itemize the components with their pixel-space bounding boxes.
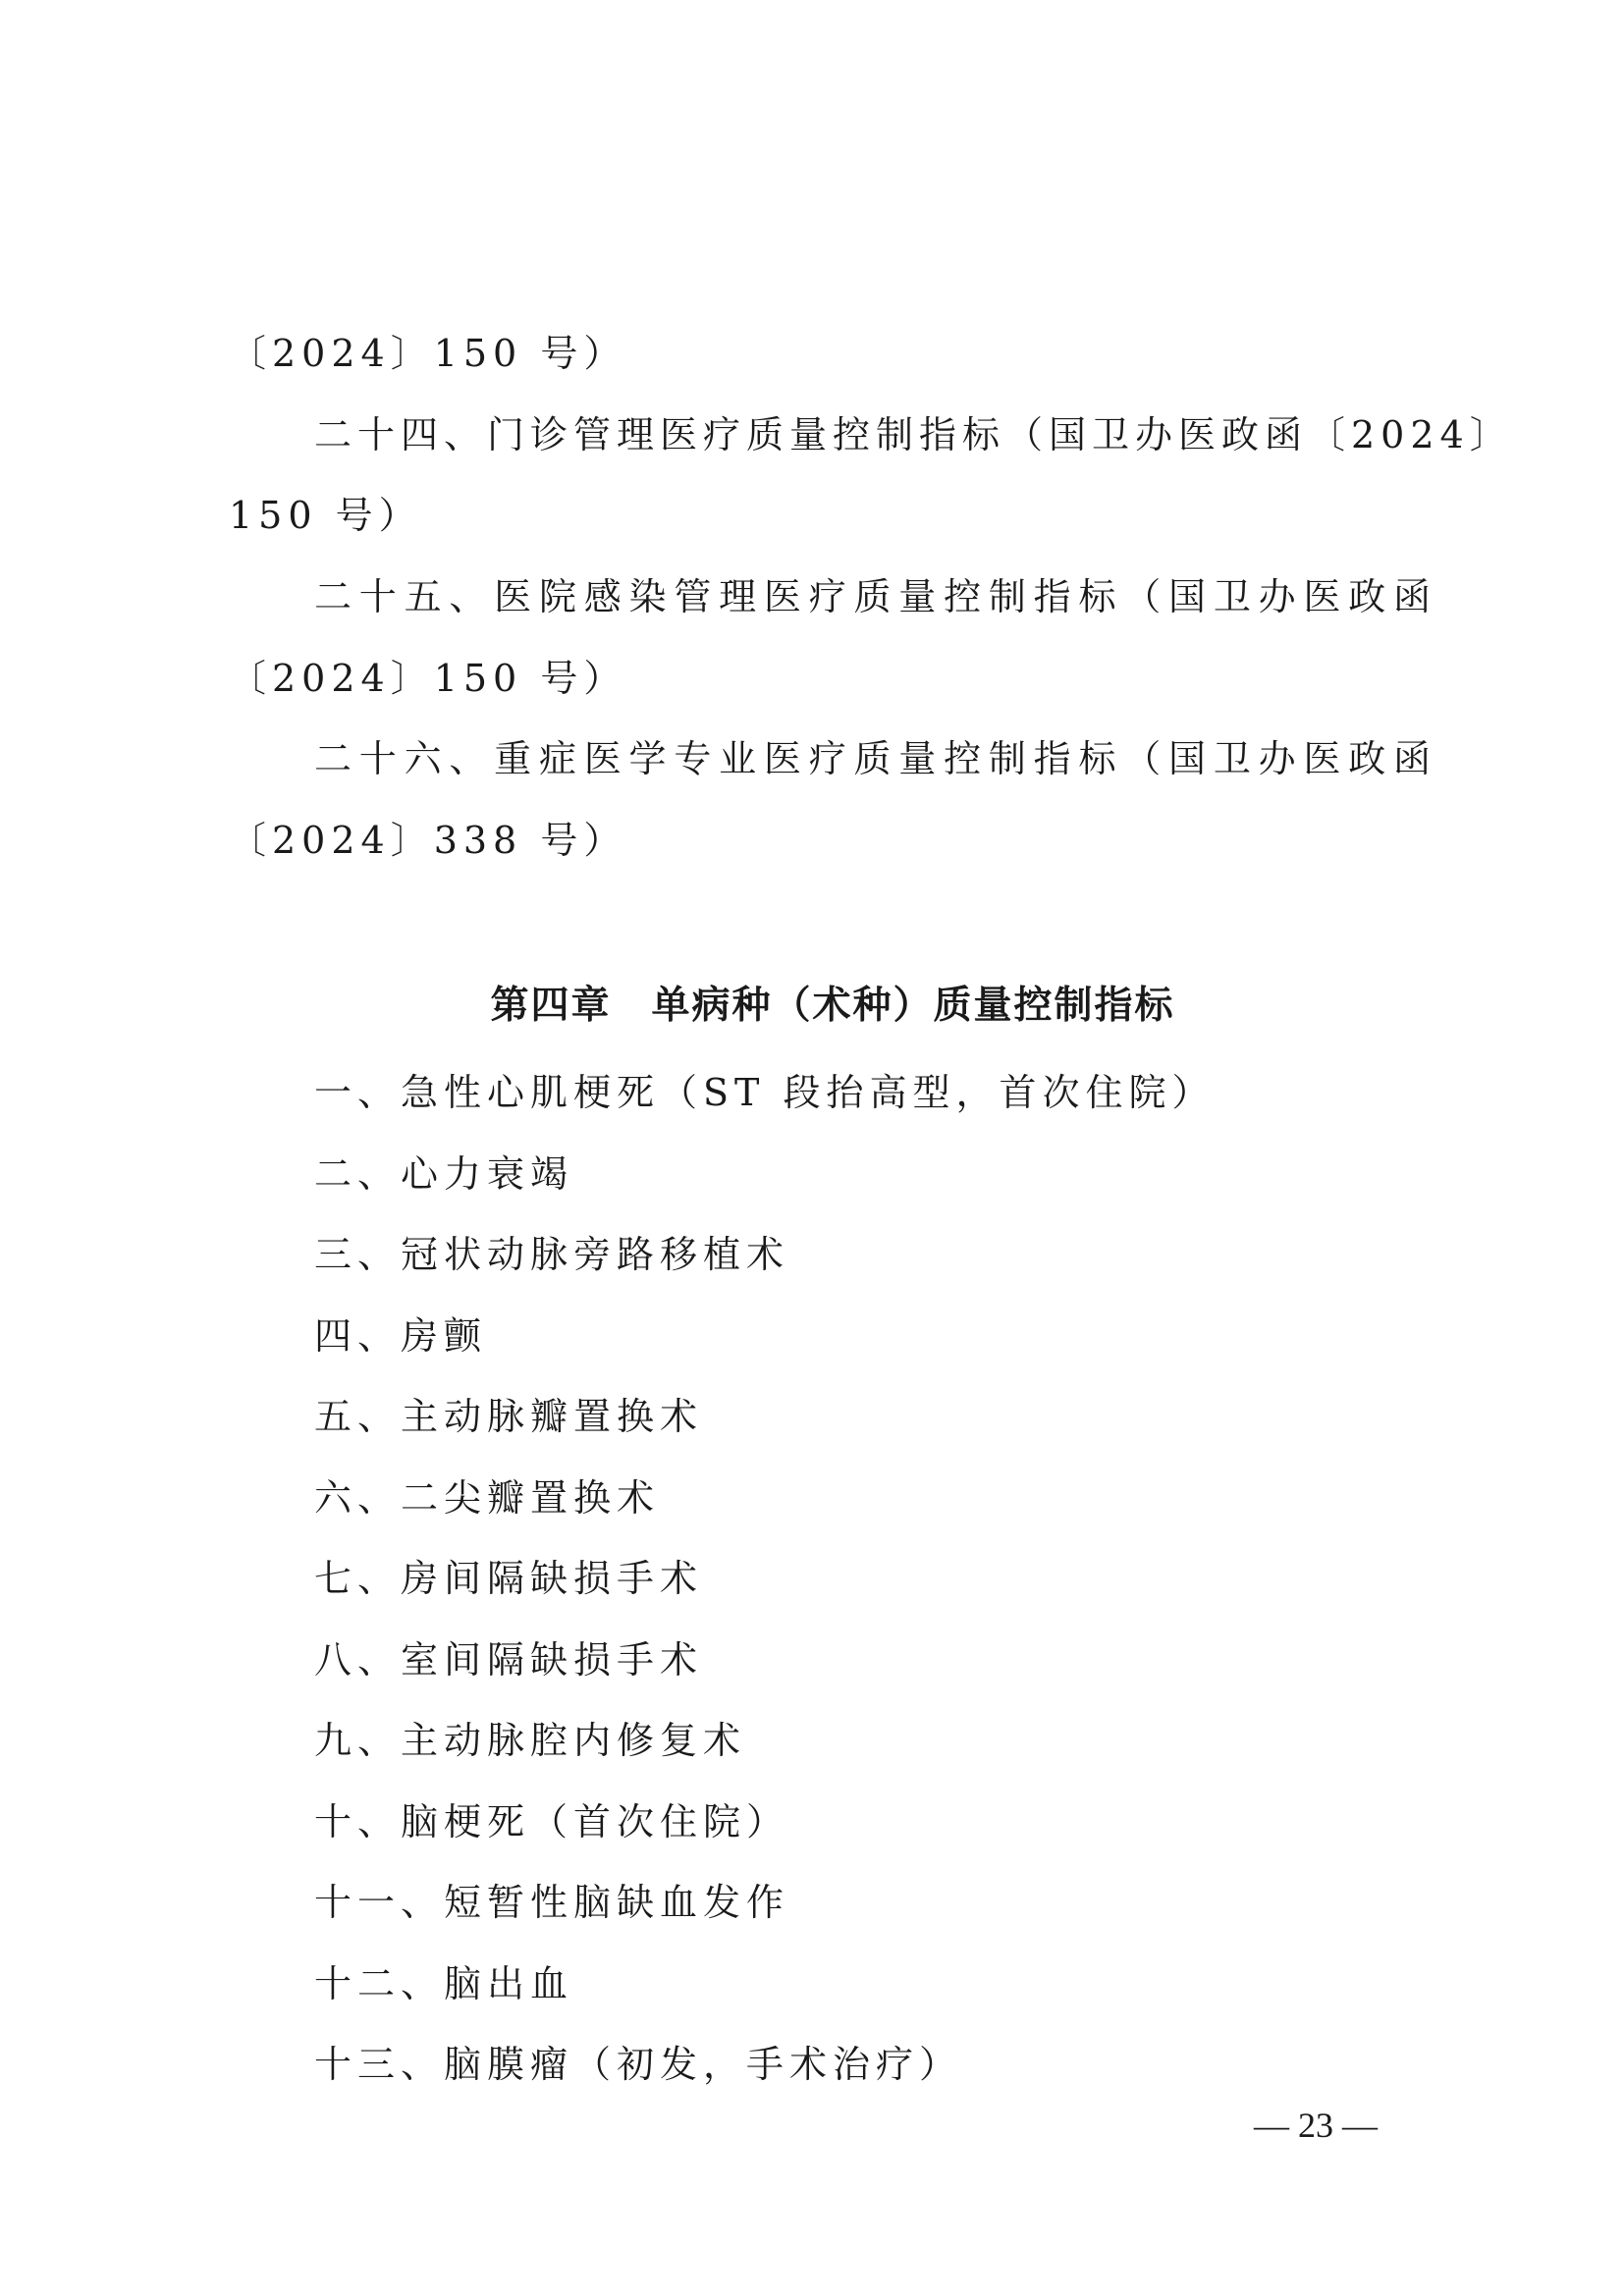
body-line-7: 〔2024〕338 号） bbox=[229, 819, 627, 862]
list-item: 九、主动脉腔内修复术 bbox=[314, 1719, 747, 1762]
list-item: 六、二尖瓣置换术 bbox=[314, 1476, 661, 1520]
body-line-4: 二十五、医院感染管理医疗质量控制指标（国卫办医政函 bbox=[314, 575, 1436, 618]
list-item: 七、房间隔缺损手术 bbox=[314, 1557, 704, 1600]
page-number: — 23 — bbox=[1254, 2106, 1378, 2145]
list-item: 三、冠状动脉旁路移植术 bbox=[314, 1233, 790, 1276]
list-item: 十、脑梗死（首次住院） bbox=[314, 1800, 790, 1843]
list-item: 十三、脑膜瘤（初发，手术治疗） bbox=[314, 2043, 963, 2086]
list-item: 十二、脑出血 bbox=[314, 1962, 574, 2005]
list-item: 八、室间隔缺损手术 bbox=[314, 1638, 704, 1682]
body-line-1: 〔2024〕150 号） bbox=[229, 332, 627, 375]
chapter-heading: 第四章 单病种（术种）质量控制指标 bbox=[490, 984, 1175, 1028]
list-item: 四、房颤 bbox=[314, 1314, 488, 1358]
list-item: 一、急性心肌梗死（ST 段抬高型，首次住院） bbox=[314, 1071, 1216, 1114]
body-line-5: 〔2024〕150 号） bbox=[229, 657, 627, 700]
body-line-3: 150 号） bbox=[229, 494, 422, 537]
body-line-6: 二十六、重症医学专业医疗质量控制指标（国卫办医政函 bbox=[314, 737, 1436, 780]
list-item: 十一、短暂性脑缺血发作 bbox=[314, 1881, 790, 1924]
list-item: 二、心力衰竭 bbox=[314, 1152, 574, 1196]
body-line-2: 二十四、门诊管理医疗质量控制指标（国卫办医政函〔2024〕 bbox=[314, 413, 1513, 456]
list-item: 五、主动脉瓣置换术 bbox=[314, 1395, 704, 1438]
